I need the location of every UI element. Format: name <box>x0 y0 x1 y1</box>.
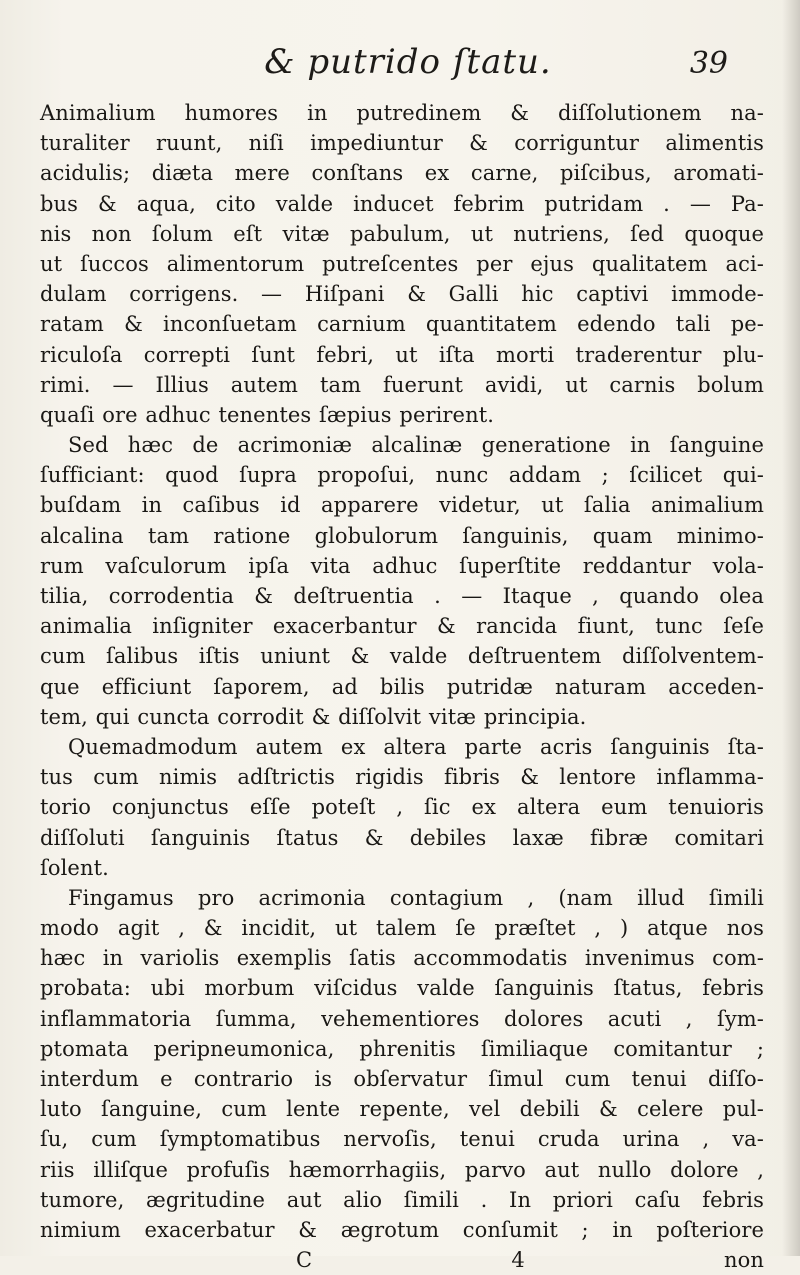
text-line-27: Fingamus pro acrimonia contagium , (nam illud ſimili <box>68 885 764 910</box>
text-line-32: ptomata peripneumonica, phrenitis ſimiliaque comitantur ; <box>40 1036 764 1061</box>
text-line-10: rimi. — Illius autem tam fuerunt avidi, ut carnis bolum <box>40 372 764 397</box>
text-line-30: probata: ubi morbum viſcidus valde ſanguinis ſtatus, febris <box>40 976 764 1001</box>
page-gutter-shadow <box>782 0 800 1256</box>
text-line-11: quaſi ore adhuc tenentes ſæpius perirent. <box>40 402 495 427</box>
text-line-1: Animalium humores in putredinem & diſſolutionem na- <box>40 101 764 125</box>
text-line-28: modo agit , & incidit, ut talem ſe præſtet , ) atque nos <box>40 916 764 941</box>
text-line-23: tus cum nimis adſtrictis rigidis fibris & lentore inflamma- <box>40 765 764 790</box>
text-line-15: alcalina tam ratione globulorum ſanguinis, quam minimo- <box>40 523 764 548</box>
text-line-16: rum vaſculorum ipſa vita adhuc ſuperſtite reddantur vola- <box>40 553 764 578</box>
page-number: 39 <box>689 46 728 81</box>
signature-line <box>40 1245 764 1275</box>
text-line-2: turaliter ruunt, niſi impediuntur & corriguntur alimentis <box>40 131 764 156</box>
text-line-35: ſu, cum ſymptomatibus nervoſis, tenui cruda urina , va- <box>40 1127 764 1152</box>
text-line-34: luto ſanguine, cum lente repente, vel debili & celere pul- <box>40 1097 764 1122</box>
text-line-37: tumore, ægritudine aut alio ſimili . In priori caſu febris <box>40 1187 764 1212</box>
text-line-38: nimium exacerbatur & ægrotum conſumit ; in poſteriore <box>40 1217 764 1242</box>
text-line-6: ut ſuccos alimentorum putreſcentes per ejus qualitatem aci- <box>40 251 764 276</box>
text-line-24: torio conjunctus eſſe poteſt , ſic ex altera eum tenuioris <box>40 795 764 820</box>
text-line-19: cum ſalibus iſtis uniunt & valde deſtruentem diſſolventem- <box>40 644 764 669</box>
text-line-14: buſdam in caſibus id apparere videtur, ut ſalia animalium <box>40 493 764 518</box>
text-line-22: Quemadmodum autem ex altera parte acris ſanguinis ſta- <box>68 734 764 759</box>
text-line-31: inflammatoria ſumma, vehementiores dolores acuti , ſym- <box>40 1006 764 1031</box>
text-line-8: ratam & inconſuetam carnium quantitatem edendo tali pe- <box>40 312 764 337</box>
text-line-7: dulam corrigens. — Hiſpani & Galli hic captivi immode- <box>40 282 764 307</box>
catchword: non <box>724 1248 764 1273</box>
text-line-29: hæc in variolis exemplis ſatis accommodatis invenimus com- <box>40 946 764 971</box>
page-header <box>88 42 728 94</box>
text-line-25: diſſoluti ſanguinis ſtatus & debiles laxæ fibræ comitari <box>40 825 764 850</box>
text-line-9: riculoſa correpti ſunt febri, ut iſta morti traderentur plu- <box>40 342 764 367</box>
text-line-13: ſufficiant: quod ſupra propoſui, nunc addam ; ſcilicet qui- <box>40 463 764 488</box>
text-line-33: interdum e contrario is obſervatur ſimul cum tenui diſſo- <box>40 1067 764 1091</box>
text-line-4: bus & aqua, cito valde inducet febrim putridam . — Pa- <box>40 191 764 216</box>
text-line-18: animalia inſigniter exacerbantur & rancida fiunt, tunc ſeſe <box>40 614 764 639</box>
text-line-17: tilia, corrodentia & deſtruentia . — Itaque , quando olea <box>40 584 764 608</box>
text-line-36: riis illiſque profuſis hæmorrhagiis, parvo aut nullo dolore , <box>40 1157 764 1182</box>
text-line-26: ſolent. <box>40 855 109 880</box>
text-line-21: tem, qui cunctа corrodit & diſſolvit vitæ principia. <box>40 704 587 729</box>
running-title: & putrido ſtatu. <box>264 42 552 82</box>
signature-mark: C 4 <box>296 1248 525 1273</box>
text-line-12: Sed hæc de acrimoniæ alcalinæ generatione in ſanguine <box>68 433 764 458</box>
body-text <box>40 98 764 1275</box>
text-line-3: acidulis; diæta mere conſtans ex carne, piſcibus, aromati- <box>40 161 764 186</box>
text-line-20: que efficiunt ſaporem, ad bilis putridæ naturam acceden- <box>40 674 764 699</box>
text-line-5: nis non ſolum eſt vitæ pabulum, ut nutriens, ſed quoque <box>40 221 764 246</box>
